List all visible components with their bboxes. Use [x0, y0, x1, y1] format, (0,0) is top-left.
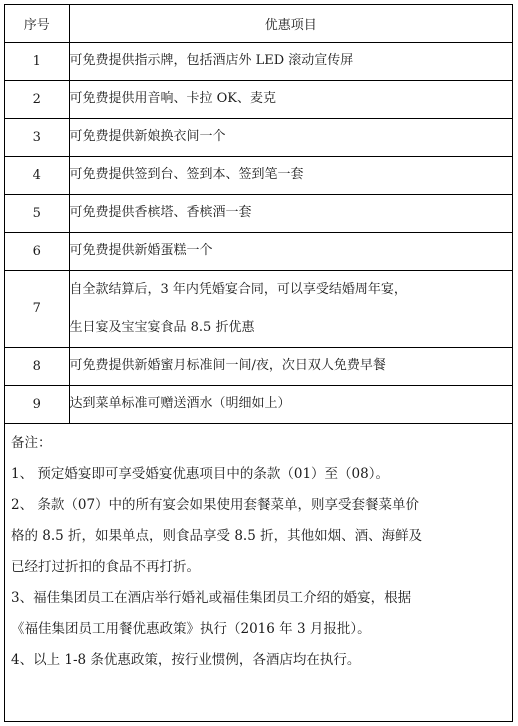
table-header-row [5, 5, 512, 42]
note-item-1: 1、 预定婚宴即可享受婚宴优惠项目中的条款（01）至（08）。 [11, 465, 389, 482]
header-discount-item: 优惠项目 [69, 5, 512, 42]
table-row [5, 347, 512, 385]
notes-title: 备注： [11, 434, 52, 451]
table-row [5, 42, 512, 80]
note-item-2-line-2: 格的 8.5 折，如果单点，则食品享受 8.5 折，其他如烟、酒、海鲜及 [11, 527, 423, 544]
table-row [5, 385, 512, 423]
row-text-line: 生日宴及宝宝宴食品 8.5 折优惠 [69, 319, 255, 335]
row-text: 可免费提供新婚蜜月标准间一间/夜，次日双人免费早餐 [69, 347, 512, 385]
row-number: 9 [5, 385, 69, 423]
note-item-4: 4、以上 1-8 条优惠政策，按行业惯例，各酒店均在执行。 [11, 651, 361, 668]
row-text: 可免费提供用音响、卡拉 OK、麦克 [69, 80, 512, 118]
row-number: 8 [5, 347, 69, 385]
row-number: 6 [5, 232, 69, 270]
row-number: 7 [5, 270, 69, 347]
row-text: 可免费提供新婚蛋糕一个 [69, 232, 512, 270]
row-number: 4 [5, 156, 69, 194]
table-row [5, 232, 512, 270]
row-number: 5 [5, 194, 69, 232]
table-row [5, 156, 512, 194]
notes-section [5, 428, 512, 676]
row-text: 可免费提供新娘换衣间一个 [69, 118, 512, 156]
discount-document [4, 4, 513, 722]
table-row [5, 80, 512, 118]
table-row [5, 270, 512, 347]
note-item-3-line-1: 3、福佳集团员工在酒店举行婚礼或福佳集团员工介绍的婚宴，根据 [11, 589, 412, 606]
row-text: 可免费提供指示牌，包括酒店外 LED 滚动宣传屏 [69, 42, 512, 80]
row-text-line: 自全款结算后，3 年内凭婚宴合同，可以享受结婚周年宴， [69, 281, 407, 297]
row-text: 可免费提供香槟塔、香槟酒一套 [69, 194, 512, 232]
table-row [5, 194, 512, 232]
header-serial-number: 序号 [5, 5, 69, 42]
row-number: 2 [5, 80, 69, 118]
discount-items-table [5, 5, 512, 424]
row-number: 1 [5, 42, 69, 80]
note-item-2-line-3: 已经打过折扣的食品不再打折。 [11, 558, 200, 575]
row-text-multiline [69, 270, 512, 347]
row-text: 达到菜单标准可赠送酒水（明细如上） [69, 385, 512, 423]
table-row [5, 118, 512, 156]
row-text: 可免费提供签到台、签到本、签到笔一套 [69, 156, 512, 194]
row-number: 3 [5, 118, 69, 156]
note-item-2-line-1: 2、 条款（07）中的所有宴会如果使用套餐菜单，则享受套餐菜单价 [11, 496, 420, 513]
note-item-3-line-2: 《福佳集团员工用餐优惠政策》执行（2016 年 3 月报批）。 [11, 620, 371, 637]
